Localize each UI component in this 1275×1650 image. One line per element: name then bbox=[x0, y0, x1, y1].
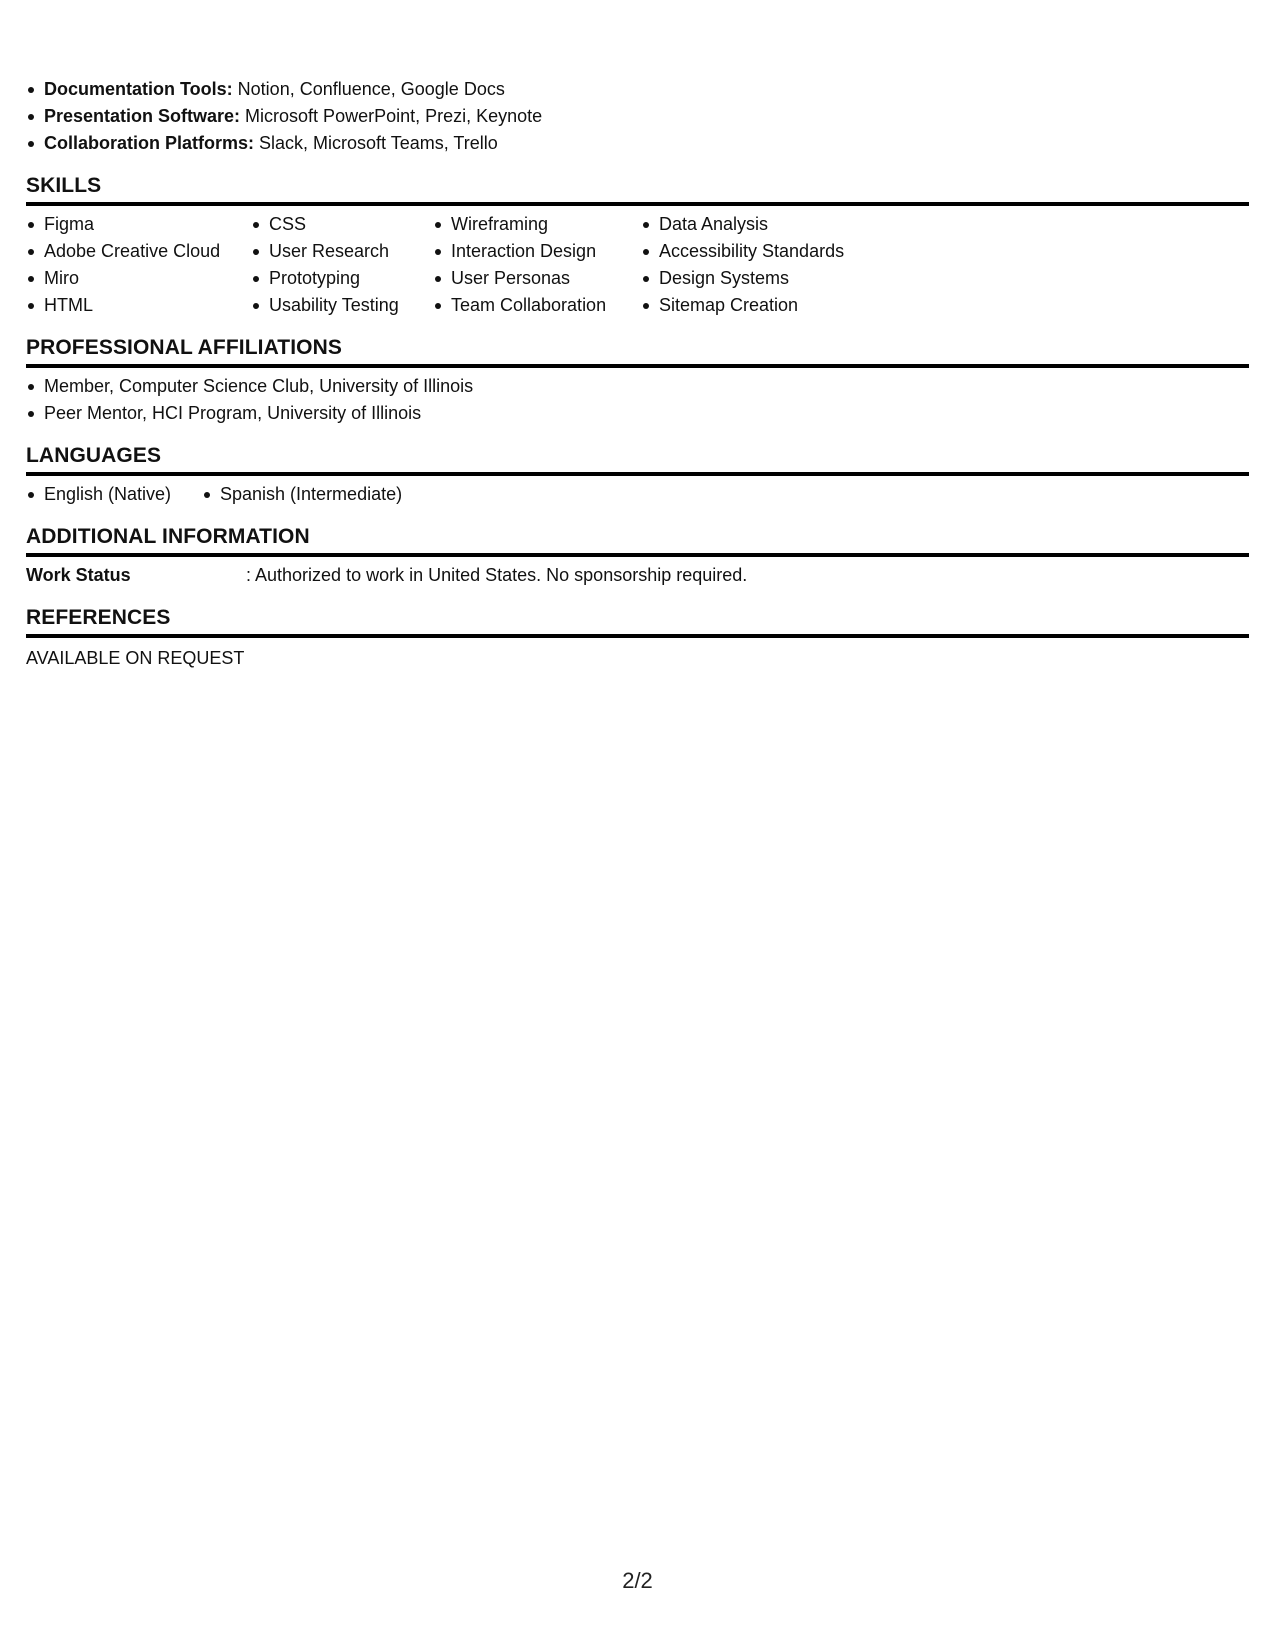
skill-item: Design Systems bbox=[641, 265, 891, 292]
skills-section bbox=[26, 173, 1249, 319]
work-status-row bbox=[26, 562, 1249, 589]
section-title-references: REFERENCES bbox=[26, 605, 1249, 638]
work-status-value: : Authorized to work in United States. No sponsorship required. bbox=[246, 565, 748, 585]
skills-column bbox=[26, 211, 251, 319]
references-section bbox=[26, 605, 1249, 672]
tool-value: Notion, Confluence, Google Docs bbox=[232, 79, 505, 99]
skill-item: User Personas bbox=[433, 265, 641, 292]
skill-item: User Research bbox=[251, 238, 433, 265]
references-text: AVAILABLE ON REQUEST bbox=[26, 648, 245, 668]
tool-label: Documentation Tools: bbox=[44, 79, 233, 99]
list-item bbox=[26, 76, 1249, 103]
resume-page bbox=[26, 76, 1249, 672]
languages-list bbox=[26, 481, 1249, 508]
tools-list bbox=[26, 76, 1249, 157]
tool-label: Collaboration Platforms: bbox=[44, 133, 255, 153]
skill-item: Team Collaboration bbox=[433, 292, 641, 319]
language-item: English (Native) bbox=[26, 481, 202, 508]
skill-item: Usability Testing bbox=[251, 292, 433, 319]
language-item: Spanish (Intermediate) bbox=[202, 481, 402, 508]
skill-item: Figma bbox=[26, 211, 251, 238]
list-item bbox=[26, 103, 1249, 130]
list-item: Member, Computer Science Club, University of Illinois bbox=[26, 373, 1249, 400]
tool-label: Presentation Software: bbox=[44, 106, 241, 126]
tool-value: Microsoft PowerPoint, Prezi, Keynote bbox=[240, 106, 543, 126]
affiliations-list bbox=[26, 373, 1249, 427]
list-item: Peer Mentor, HCI Program, University of Illinois bbox=[26, 400, 1249, 427]
list-item bbox=[26, 130, 1249, 157]
skills-column bbox=[433, 211, 641, 319]
skill-item: Miro bbox=[26, 265, 251, 292]
skill-item: Data Analysis bbox=[641, 211, 891, 238]
skills-column bbox=[641, 211, 891, 319]
tool-value: Slack, Microsoft Teams, Trello bbox=[254, 133, 498, 153]
skill-item: Accessibility Standards bbox=[641, 238, 891, 265]
section-title-skills: SKILLS bbox=[26, 173, 1249, 206]
section-title-affiliations: PROFESSIONAL AFFILIATIONS bbox=[26, 335, 1249, 368]
skill-item: Wireframing bbox=[433, 211, 641, 238]
section-title-languages: LANGUAGES bbox=[26, 443, 1249, 476]
page-number: 2/2 bbox=[622, 1568, 653, 1593]
additional-info-section bbox=[26, 524, 1249, 589]
affiliations-section bbox=[26, 335, 1249, 427]
section-title-additional-info: ADDITIONAL INFORMATION bbox=[26, 524, 1249, 557]
skill-item: CSS bbox=[251, 211, 433, 238]
skill-item: Adobe Creative Cloud bbox=[26, 238, 251, 265]
work-status-label: Work Status bbox=[26, 565, 131, 585]
skills-grid bbox=[26, 211, 1249, 319]
languages-section bbox=[26, 443, 1249, 508]
skills-column bbox=[251, 211, 433, 319]
skill-item: HTML bbox=[26, 292, 251, 319]
skill-item: Sitemap Creation bbox=[641, 292, 891, 319]
skill-item: Interaction Design bbox=[433, 238, 641, 265]
skill-item: Prototyping bbox=[251, 265, 433, 292]
